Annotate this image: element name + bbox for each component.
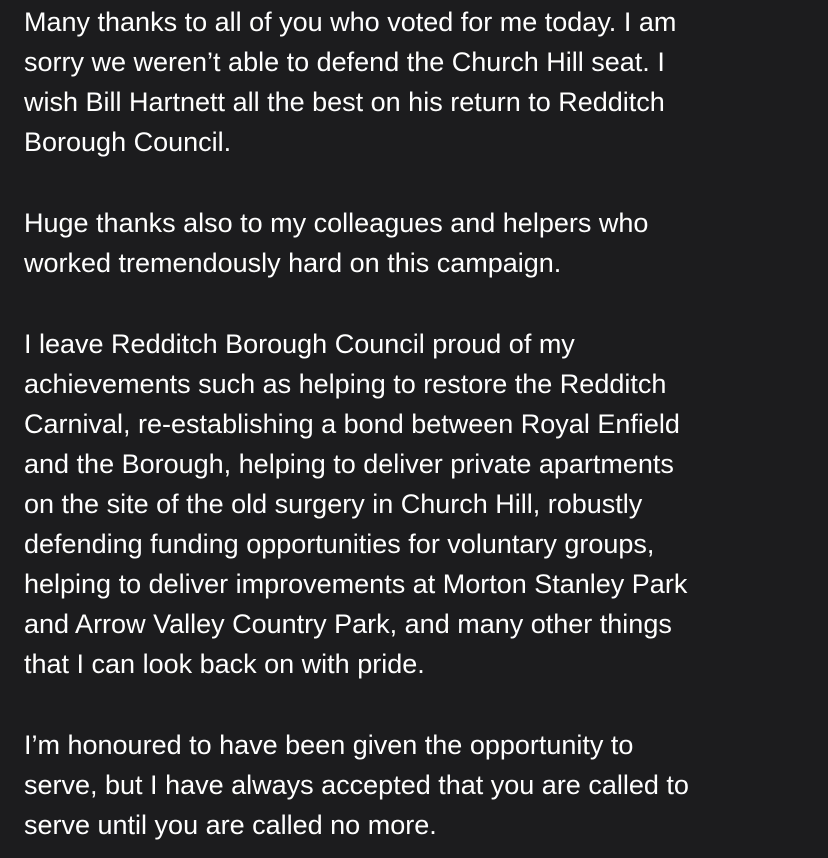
text-line: Carnival, re-establishing a bond between Royal Enfield	[24, 409, 680, 439]
text-line: wish Bill Hartnett all the best on his return to Redditch	[24, 87, 665, 117]
text-line: I’m honoured to have been given the opportunity to	[24, 730, 634, 760]
paragraph-honoured-to-serve	[24, 725, 689, 845]
text-line: sorry we weren’t able to defend the Church Hill seat. I	[24, 47, 665, 77]
text-line: serve, but I have always accepted that you are called to	[24, 770, 689, 800]
text-line: achievements such as helping to restore the Redditch	[24, 369, 667, 399]
text-line: worked tremendously hard on this campaign.	[24, 248, 562, 278]
paragraph-thanks-colleagues	[24, 203, 648, 283]
text-line: serve until you are called no more.	[24, 810, 437, 840]
text-line: and Arrow Valley Country Park, and many other things	[24, 609, 672, 639]
text-line: that I can look back on with pride.	[24, 649, 425, 679]
text-line: Many thanks to all of you who voted for me today. I am	[24, 7, 677, 37]
paragraph-achievements	[24, 324, 687, 684]
text-line: defending funding opportunities for voluntary groups,	[24, 529, 655, 559]
text-line: Huge thanks also to my colleagues and helpers who	[24, 208, 649, 238]
paragraph-thanks-voters	[24, 2, 676, 162]
text-line: and the Borough, helping to deliver private apartments	[24, 449, 674, 479]
text-line: I leave Redditch Borough Council proud of my	[24, 329, 575, 359]
text-line: on the site of the old surgery in Church Hill, robustly	[24, 489, 643, 519]
text-line: Borough Council.	[24, 127, 232, 157]
text-line: helping to deliver improvements at Morton Stanley Park	[24, 569, 688, 599]
